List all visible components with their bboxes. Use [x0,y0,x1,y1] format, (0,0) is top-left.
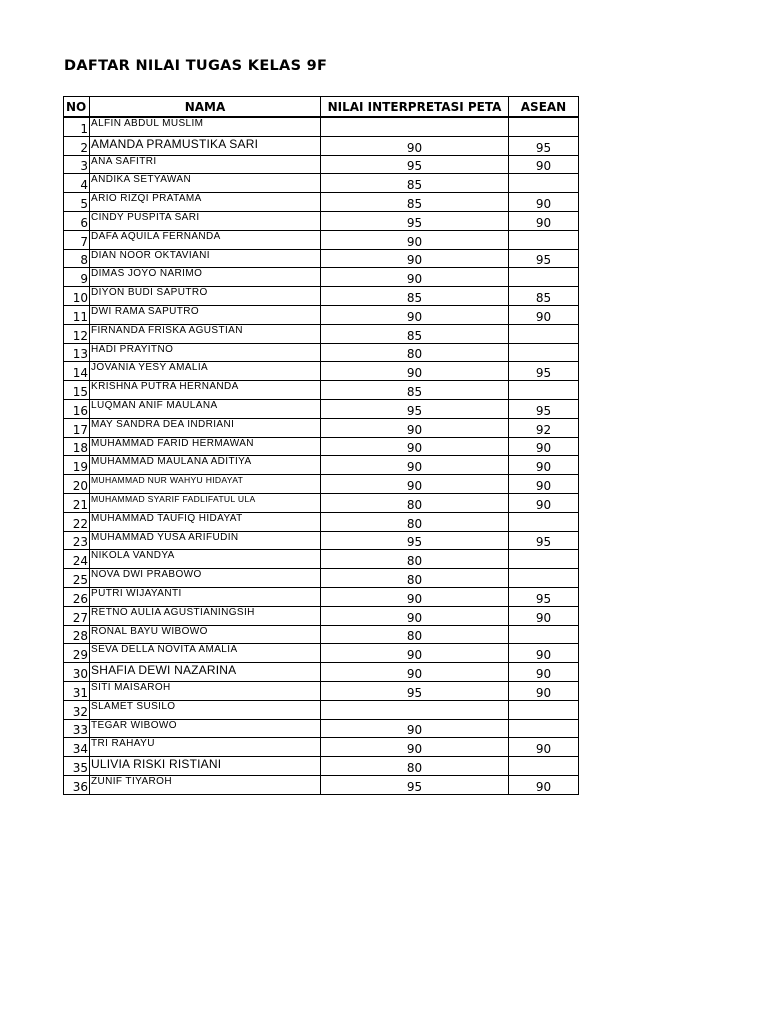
asean-score-cell [509,268,579,287]
table-row [64,569,579,588]
student-name-cell: ZUNIF TIYAROH [90,775,321,794]
student-name-cell: RONAL BAYU WIBOWO [90,625,321,644]
row-number-cell: 3 [64,155,90,174]
asean-score-cell: 95 [509,249,579,268]
student-name-cell: ARIO RIZQI PRATAMA [90,193,321,212]
asean-score-cell: 95 [509,587,579,606]
peta-score-cell: 90 [321,230,509,249]
asean-score-cell: 90 [509,475,579,494]
table-row [64,606,579,625]
asean-score-cell: 90 [509,193,579,212]
asean-score-cell: 92 [509,418,579,437]
row-number-cell: 21 [64,493,90,512]
table-row [64,249,579,268]
row-number-cell: 22 [64,512,90,531]
table-row [64,136,579,155]
row-number-cell: 5 [64,193,90,212]
student-name-cell: MAY SANDRA DEA INDRIANI [90,418,321,437]
peta-score-cell: 90 [321,268,509,287]
table-row [64,700,579,719]
student-name-cell: MUHAMMAD NUR WAHYU HIDAYAT [90,475,321,494]
student-name-cell: ANDIKA SETYAWAN [90,174,321,193]
peta-score-cell: 80 [321,569,509,588]
asean-score-cell [509,381,579,400]
peta-score-cell: 90 [321,305,509,324]
row-number-cell: 12 [64,324,90,343]
student-name-cell: LUQMAN ANIF MAULANA [90,399,321,418]
row-number-cell: 32 [64,700,90,719]
peta-score-cell: 80 [321,493,509,512]
table-row [64,399,579,418]
row-number-cell: 7 [64,230,90,249]
table-row [64,324,579,343]
table-row [64,531,579,550]
peta-score-cell: 85 [321,324,509,343]
asean-score-cell: 85 [509,287,579,306]
table-row [64,230,579,249]
student-name-cell: RETNO AULIA AGUSTIANINGSIH [90,606,321,625]
student-name-cell: TEGAR WIBOWO [90,719,321,738]
row-number-cell: 28 [64,625,90,644]
row-number-cell: 14 [64,362,90,381]
row-number-cell: 29 [64,644,90,663]
table-row [64,418,579,437]
row-number-cell: 31 [64,681,90,700]
student-name-cell: SHAFIA DEWI NAZARINA [90,663,321,682]
asean-score-cell: 95 [509,136,579,155]
student-name-cell: DWI RAMA SAPUTRO [90,305,321,324]
asean-score-cell: 90 [509,456,579,475]
asean-score-cell [509,625,579,644]
peta-score-cell: 95 [321,399,509,418]
asean-score-cell: 90 [509,644,579,663]
table-row [64,268,579,287]
row-number-cell: 34 [64,738,90,757]
student-name-cell: SITI MAISAROH [90,681,321,700]
row-number-cell: 30 [64,663,90,682]
asean-score-cell [509,700,579,719]
row-number-cell: 2 [64,136,90,155]
peta-score-cell: 80 [321,757,509,776]
table-row [64,625,579,644]
row-number-cell: 17 [64,418,90,437]
peta-score-cell: 85 [321,193,509,212]
row-number-cell: 18 [64,437,90,456]
peta-score-cell [321,700,509,719]
row-number-cell: 16 [64,399,90,418]
student-name-cell: ANA SAFITRI [90,155,321,174]
student-name-cell: PUTRI WIJAYANTI [90,587,321,606]
asean-score-cell [509,757,579,776]
student-name-cell: DIYON BUDI SAPUTRO [90,287,321,306]
student-name-cell: AMANDA PRAMUSTIKA SARI [90,136,321,155]
asean-score-cell [509,343,579,362]
table-row [64,475,579,494]
table-row [64,775,579,794]
table-row [64,719,579,738]
table-row [64,305,579,324]
row-number-cell: 20 [64,475,90,494]
student-name-cell: MUHAMMAD YUSA ARIFUDIN [90,531,321,550]
row-number-cell: 15 [64,381,90,400]
asean-score-cell [509,569,579,588]
row-number-cell: 19 [64,456,90,475]
peta-score-cell: 95 [321,155,509,174]
peta-score-cell: 85 [321,174,509,193]
asean-score-cell: 90 [509,493,579,512]
asean-score-cell: 90 [509,211,579,230]
student-name-cell: FIRNANDA FRISKA AGUSTIAN [90,324,321,343]
table-row [64,287,579,306]
table-row [64,381,579,400]
document-title: DAFTAR NILAI TUGAS KELAS 9F [64,58,328,74]
table-row [64,193,579,212]
table-row [64,587,579,606]
student-name-cell: KRISHNA PUTRA HERNANDA [90,381,321,400]
peta-score-cell: 90 [321,663,509,682]
row-number-cell: 8 [64,249,90,268]
asean-score-cell: 90 [509,155,579,174]
row-number-cell: 25 [64,569,90,588]
row-number-cell: 10 [64,287,90,306]
asean-score-cell: 90 [509,738,579,757]
asean-score-cell: 95 [509,362,579,381]
peta-score-cell: 90 [321,587,509,606]
row-number-cell: 6 [64,211,90,230]
table-row [64,437,579,456]
row-number-cell: 26 [64,587,90,606]
student-name-cell: NIKOLA VANDYA [90,550,321,569]
row-number-cell: 23 [64,531,90,550]
table-row [64,117,579,136]
table-row [64,738,579,757]
row-number-cell: 9 [64,268,90,287]
column-header-peta: NILAI INTERPRETASI PETA [321,97,509,118]
column-header-nama: NAMA [90,97,321,118]
peta-score-cell [321,117,509,136]
student-name-cell: MUHAMMAD MAULANA ADITIYA [90,456,321,475]
row-number-cell: 35 [64,757,90,776]
peta-score-cell: 95 [321,775,509,794]
table-row [64,757,579,776]
table-row [64,343,579,362]
student-name-cell: ULIVIA RISKI RISTIANI [90,757,321,776]
asean-score-cell: 90 [509,663,579,682]
table-header-row [64,97,579,118]
table-row [64,362,579,381]
table-row [64,663,579,682]
student-name-cell: ALFIN ABDUL MUSLIM [90,117,321,136]
table-row [64,211,579,230]
asean-score-cell [509,512,579,531]
peta-score-cell: 90 [321,738,509,757]
peta-score-cell: 95 [321,531,509,550]
table-row [64,155,579,174]
table-row [64,456,579,475]
peta-score-cell: 90 [321,719,509,738]
table-row [64,681,579,700]
peta-score-cell: 90 [321,644,509,663]
peta-score-cell: 85 [321,287,509,306]
student-name-cell: DIAN NOOR OKTAVIANI [90,249,321,268]
peta-score-cell: 95 [321,211,509,230]
peta-score-cell: 90 [321,475,509,494]
student-name-cell: MUHAMMAD FARID HERMAWAN [90,437,321,456]
peta-score-cell: 85 [321,381,509,400]
student-name-cell: CINDY PUSPITA SARI [90,211,321,230]
peta-score-cell: 80 [321,343,509,362]
student-name-cell: DIMAS JOYO NARIMO [90,268,321,287]
asean-score-cell [509,174,579,193]
row-number-cell: 11 [64,305,90,324]
row-number-cell: 33 [64,719,90,738]
student-name-cell: MUHAMMAD SYARIF FADLIFATUL ULA [90,493,321,512]
asean-score-cell: 90 [509,305,579,324]
peta-score-cell: 95 [321,681,509,700]
table-row [64,550,579,569]
asean-score-cell [509,550,579,569]
row-number-cell: 4 [64,174,90,193]
asean-score-cell: 90 [509,775,579,794]
peta-score-cell: 90 [321,362,509,381]
student-name-cell: MUHAMMAD TAUFIQ HIDAYAT [90,512,321,531]
asean-score-cell [509,324,579,343]
table-row [64,493,579,512]
peta-score-cell: 80 [321,512,509,531]
asean-score-cell: 95 [509,531,579,550]
asean-score-cell [509,117,579,136]
peta-score-cell: 80 [321,550,509,569]
asean-score-cell: 90 [509,681,579,700]
peta-score-cell: 90 [321,249,509,268]
student-name-cell: NOVA DWI PRABOWO [90,569,321,588]
row-number-cell: 13 [64,343,90,362]
student-name-cell: JOVANIA YESY AMALIA [90,362,321,381]
asean-score-cell [509,230,579,249]
row-number-cell: 36 [64,775,90,794]
table-row [64,644,579,663]
asean-score-cell [509,719,579,738]
asean-score-cell: 95 [509,399,579,418]
row-number-cell: 1 [64,117,90,136]
grade-table [63,96,579,795]
asean-score-cell: 90 [509,437,579,456]
asean-score-cell: 90 [509,606,579,625]
row-number-cell: 24 [64,550,90,569]
student-name-cell: HADI PRAYITNO [90,343,321,362]
student-name-cell: SEVA DELLA NOVITA AMALIA [90,644,321,663]
column-header-no: NO [64,97,90,118]
peta-score-cell: 80 [321,625,509,644]
row-number-cell: 27 [64,606,90,625]
peta-score-cell: 90 [321,136,509,155]
student-name-cell: DAFA AQUILA FERNANDA [90,230,321,249]
peta-score-cell: 90 [321,606,509,625]
student-name-cell: TRI RAHAYU [90,738,321,757]
table-row [64,174,579,193]
student-name-cell: SLAMET SUSILO [90,700,321,719]
peta-score-cell: 90 [321,437,509,456]
peta-score-cell: 90 [321,456,509,475]
column-header-asean: ASEAN [509,97,579,118]
table-row [64,512,579,531]
peta-score-cell: 90 [321,418,509,437]
